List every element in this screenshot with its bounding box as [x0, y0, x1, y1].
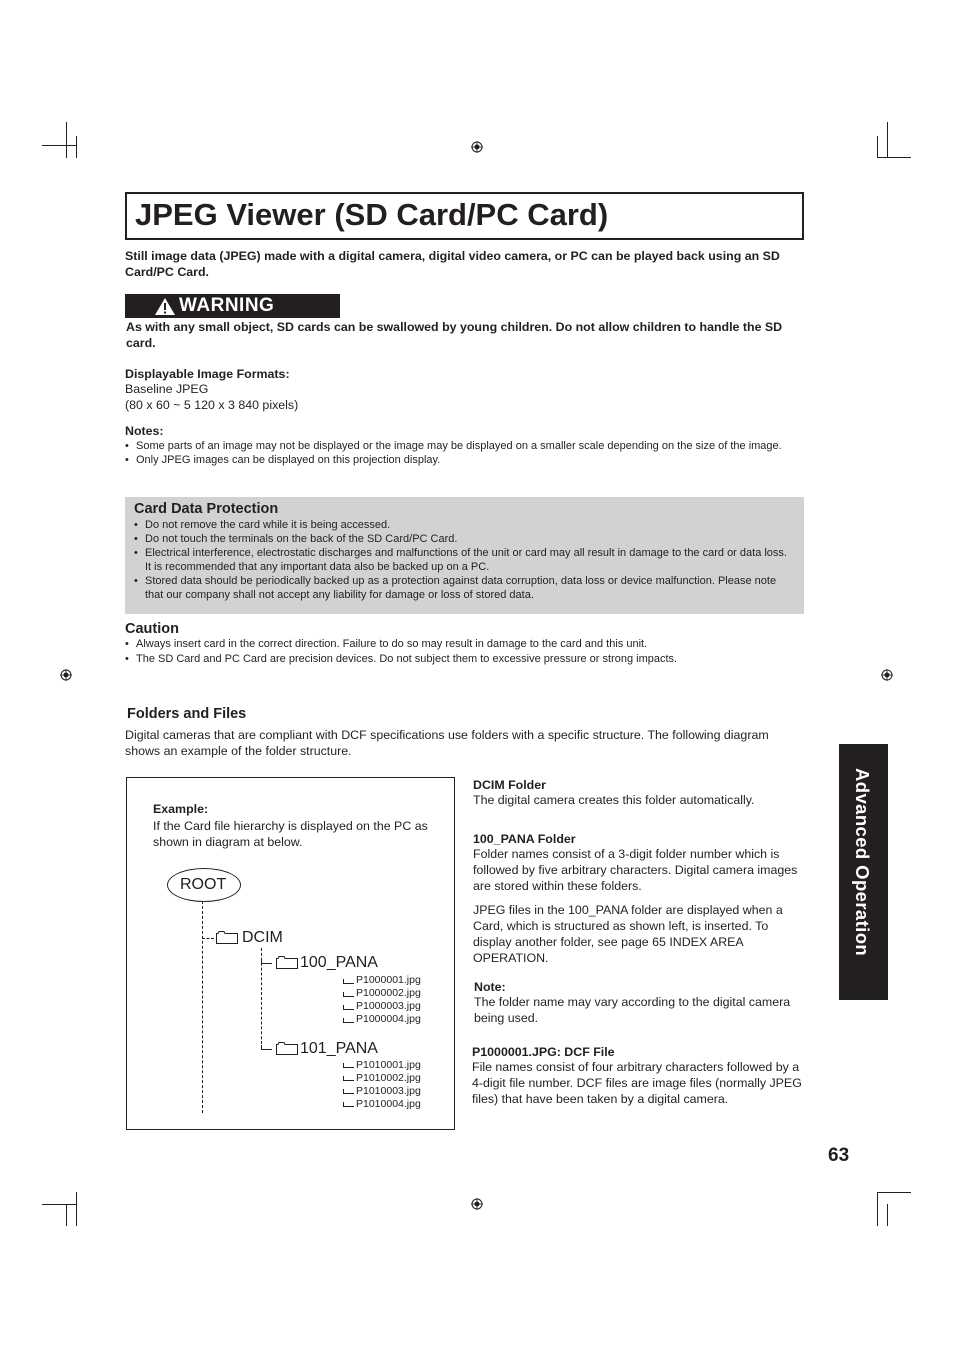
root-label: ROOT	[180, 876, 227, 893]
file-label: P1000002.jpg	[356, 987, 421, 999]
folder-icon	[276, 1042, 298, 1055]
file-label: P1010004.jpg	[356, 1098, 421, 1110]
image-formats	[125, 367, 298, 413]
list-item: • Electrical interference, electrostatic discharges and malfunctions of the unit or card may all result in damage to the card or data loss. It is recommended that any important data also be backed up on a PC.	[134, 546, 794, 574]
registration-mark-icon	[881, 669, 893, 681]
caution-section	[125, 621, 805, 667]
file-text: File names consist of four arbitrary characters followed by a 4-digit file number. DCF files are image files (normally JPEG files) that have been taken by a digital camera.	[472, 1060, 802, 1106]
list-item: • Stored data should be periodically backed up as a protection against data corruption, data loss or device malfunction. Please note that our company shall not accept any liability for damage or loss of stored data.	[134, 574, 794, 602]
formats-heading: Displayable Image Formats:	[125, 367, 290, 381]
list-item: • Do not touch the terminals on the back of the SD Card/PC Card.	[134, 532, 794, 546]
caution-list	[125, 637, 805, 667]
note-heading: Note:	[474, 980, 506, 994]
title-box	[125, 192, 804, 240]
dcim-heading: DCIM Folder	[473, 778, 546, 792]
pana-text: Folder names consist of a 3-digit folder number which is followed by five arbitrary characters. Digital camera images are stored within these folders.	[473, 847, 798, 893]
formats-line: Baseline JPEG	[125, 382, 209, 396]
warning-triangle-icon	[154, 297, 176, 316]
page-title: JPEG Viewer (SD Card/PC Card)	[135, 197, 609, 232]
list-item: • Only JPEG images can be displayed on this projection display.	[125, 453, 799, 467]
file-label: P1000004.jpg	[356, 1013, 421, 1025]
example-text: If the Card file hierarchy is displayed on the PC as shown in diagram at below.	[153, 819, 428, 849]
tree-branch	[261, 1045, 272, 1050]
file-heading: P1000001.JPG: DCF File	[472, 1045, 615, 1059]
tree-branch	[343, 1076, 354, 1081]
file-explanation	[472, 1045, 802, 1107]
pana-heading: 100_PANA Folder	[473, 832, 576, 846]
list-item: • Always insert card in the correct direction. Failure to do so may result in damage to the card and this unit.	[125, 637, 805, 652]
pana101-folder-label: 101_PANA	[300, 1040, 378, 1057]
pana100-folder-label: 100_PANA	[300, 954, 378, 971]
side-tab-label: Advanced Operation	[852, 768, 873, 957]
dcim-text: The digital camera creates this folder automatically.	[473, 793, 755, 807]
warning-text: As with any small object, SD cards can be swallowed by young children. Do not allow children to handle the SD card.	[126, 320, 783, 350]
folder-icon	[216, 931, 238, 944]
caution-heading: Caution	[125, 621, 179, 637]
tree-branch	[343, 992, 354, 997]
protection-heading: Card Data Protection	[134, 501, 279, 517]
file-label: P1000003.jpg	[356, 1000, 421, 1012]
list-item: • Do not remove the card while it is being accessed.	[134, 518, 794, 532]
pana-text-2: JPEG files in the 100_PANA folder are displayed when a Card, which is structured as shown left, is inserted. To display another folder, see page 65 INDEX AREA OPERATION.	[473, 903, 783, 965]
formats-line: (80 x 60 ~ 5 120 x 3 840 pixels)	[125, 398, 299, 412]
tree-branch	[343, 1102, 354, 1107]
registration-mark-icon	[60, 669, 72, 681]
file-label: P1010002.jpg	[356, 1072, 421, 1084]
tree-line	[202, 938, 214, 939]
root-node	[167, 868, 241, 902]
dcim-explanation	[473, 778, 803, 808]
folders-body: Digital cameras that are compliant with DCF specifications use folders with a specific structure. The following diagram shows an example of the folder structure.	[125, 728, 769, 758]
list-item: • The SD Card and PC Card are precision devices. Do not subject them to excessive pressure or strong impacts.	[125, 652, 805, 667]
folders-heading: Folders and Files	[127, 706, 247, 722]
tree-branch	[343, 1018, 354, 1023]
tree-branch	[343, 1063, 354, 1068]
folder-icon	[276, 956, 298, 969]
page-number: 63	[828, 1145, 850, 1166]
tree-branch	[343, 979, 354, 984]
notes-list	[125, 439, 799, 467]
notes-section	[125, 424, 799, 467]
tree-branch	[261, 959, 272, 964]
file-label: P1010001.jpg	[356, 1059, 421, 1071]
warning-label: WARNING	[179, 295, 275, 316]
list-item: • Some parts of an image may not be displayed or the image may be displayed on a smaller scale depending on the size of the image.	[125, 439, 799, 453]
warning-banner	[125, 294, 340, 318]
example-label: Example:	[153, 802, 209, 816]
dcim-folder-label: DCIM	[242, 929, 283, 946]
registration-mark-icon	[471, 141, 483, 153]
notes-heading: Notes:	[125, 424, 164, 438]
file-label: P1000001.jpg	[356, 974, 421, 986]
file-label: P1010003.jpg	[356, 1085, 421, 1097]
protection-list	[134, 518, 794, 602]
note-explanation	[474, 980, 794, 1026]
intro-text: Still image data (JPEG) made with a digital camera, digital video camera, or PC can be played back using an SD Card/PC Card.	[125, 249, 780, 279]
card-data-protection-box	[125, 497, 804, 614]
pana-explanation	[473, 832, 803, 966]
tree-line	[202, 901, 203, 1113]
folder-structure-diagram	[126, 777, 455, 1130]
side-tab	[839, 744, 888, 1000]
tree-branch	[343, 1089, 354, 1094]
tree-branch	[343, 1005, 354, 1010]
registration-mark-icon	[471, 1198, 483, 1210]
note-text: The folder name may vary according to the digital camera being used.	[474, 995, 791, 1025]
